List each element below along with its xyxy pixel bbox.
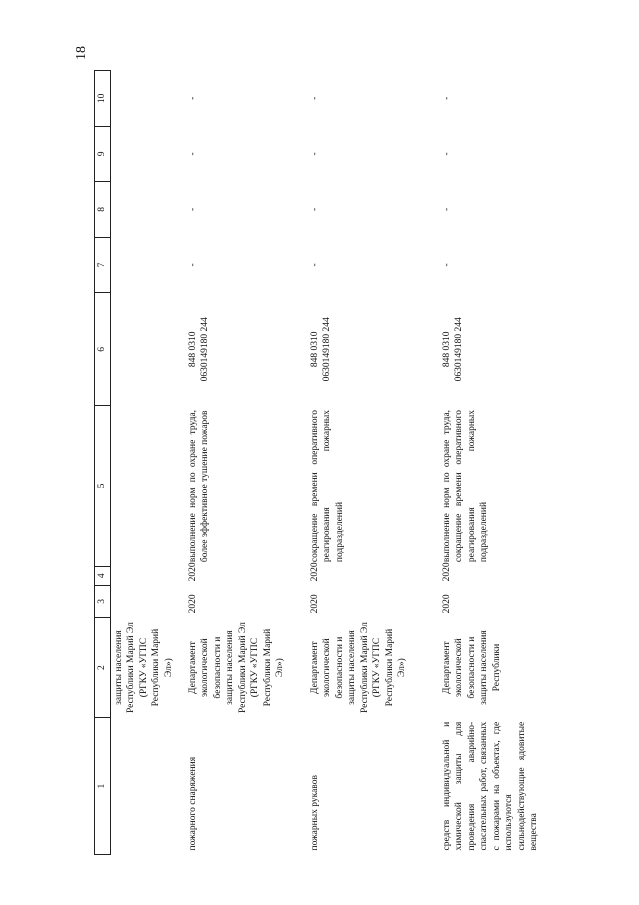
- item-name-cell: средств индивидуальной и химической защиты для проведения аварийно-спасательных работ, связанных с пожарами на объектах, где используются сильнодействующие ядовитые вещества: [441, 721, 539, 851]
- column-header: 7: [95, 237, 111, 293]
- value-cell: -: [441, 96, 452, 100]
- column-header: 3: [95, 585, 111, 617]
- value-cell: -: [187, 152, 198, 156]
- budget-code-cell: 848 0310 0630149180 244: [441, 317, 464, 382]
- column-header: 9: [95, 126, 111, 182]
- result-cell: выполнение норм по охране труда, сокращение времени оперативного реагирования пожарных подразделений: [441, 409, 489, 563]
- item-name-cell: пожарных рукавов: [309, 775, 320, 851]
- value-cell: -: [187, 96, 198, 100]
- value-cell: -: [187, 263, 198, 267]
- executor-cell: Департамент экологической безопасности и защиты населения Республики Марий Эл (РГКУ «УГПС Республики Марий Эл»): [309, 622, 407, 714]
- value-cell: -: [309, 263, 320, 267]
- start-year-cell: 2020: [441, 594, 452, 614]
- column-header: 10: [95, 71, 111, 127]
- column-header: 1: [95, 718, 111, 855]
- page-number: 18: [74, 46, 89, 60]
- start-year-cell: 2020: [309, 594, 320, 614]
- start-year-cell: 2020: [187, 594, 198, 614]
- table-row: [439, 71, 553, 855]
- value-cell: -: [309, 207, 320, 212]
- value-cell: -: [441, 207, 452, 212]
- executor-cell: Департамент экологической безопасности и защиты населения Республики: [441, 630, 502, 705]
- end-year-cell: 2020: [309, 562, 320, 582]
- table-row: [185, 71, 307, 855]
- column-header: 5: [95, 406, 111, 566]
- rotated-table-container: [94, 70, 539, 855]
- column-header: 8: [95, 182, 111, 238]
- budget-code-cell: 848 0310 0630149180 244: [309, 317, 332, 382]
- result-cell: выполнение норм по охране труда, более эффективное тушение пожаров: [187, 409, 210, 563]
- end-year-cell: 2020: [441, 562, 452, 582]
- value-cell: -: [187, 207, 198, 212]
- table-row: [307, 71, 439, 855]
- program-table: [94, 70, 553, 855]
- budget-code-cell: 848 0310 0630149180 244: [187, 317, 210, 382]
- executor-cell: Департамент экологической безопасности и защиты населения Республики Марий Эл (РГКУ «УГПС Республики Марий Эл»): [187, 622, 285, 714]
- executor-cell: защиты населения Республики Марий Эл (РГКУ «УГПС Республики Марий Эл»): [113, 622, 174, 714]
- result-cell: сокращение времени оперативного реагирования пожарных подразделений: [309, 409, 345, 563]
- value-cell: -: [309, 96, 320, 100]
- value-cell: -: [441, 152, 452, 156]
- column-header-row: [95, 71, 111, 855]
- item-name-cell: пожарного снаряжения: [187, 756, 198, 851]
- column-header: 6: [95, 293, 111, 406]
- value-cell: -: [309, 152, 320, 156]
- end-year-cell: 2020: [187, 562, 198, 582]
- continuation-row: [110, 71, 185, 855]
- column-header: 2: [95, 617, 111, 717]
- value-cell: -: [441, 263, 452, 267]
- column-header: 4: [95, 566, 111, 585]
